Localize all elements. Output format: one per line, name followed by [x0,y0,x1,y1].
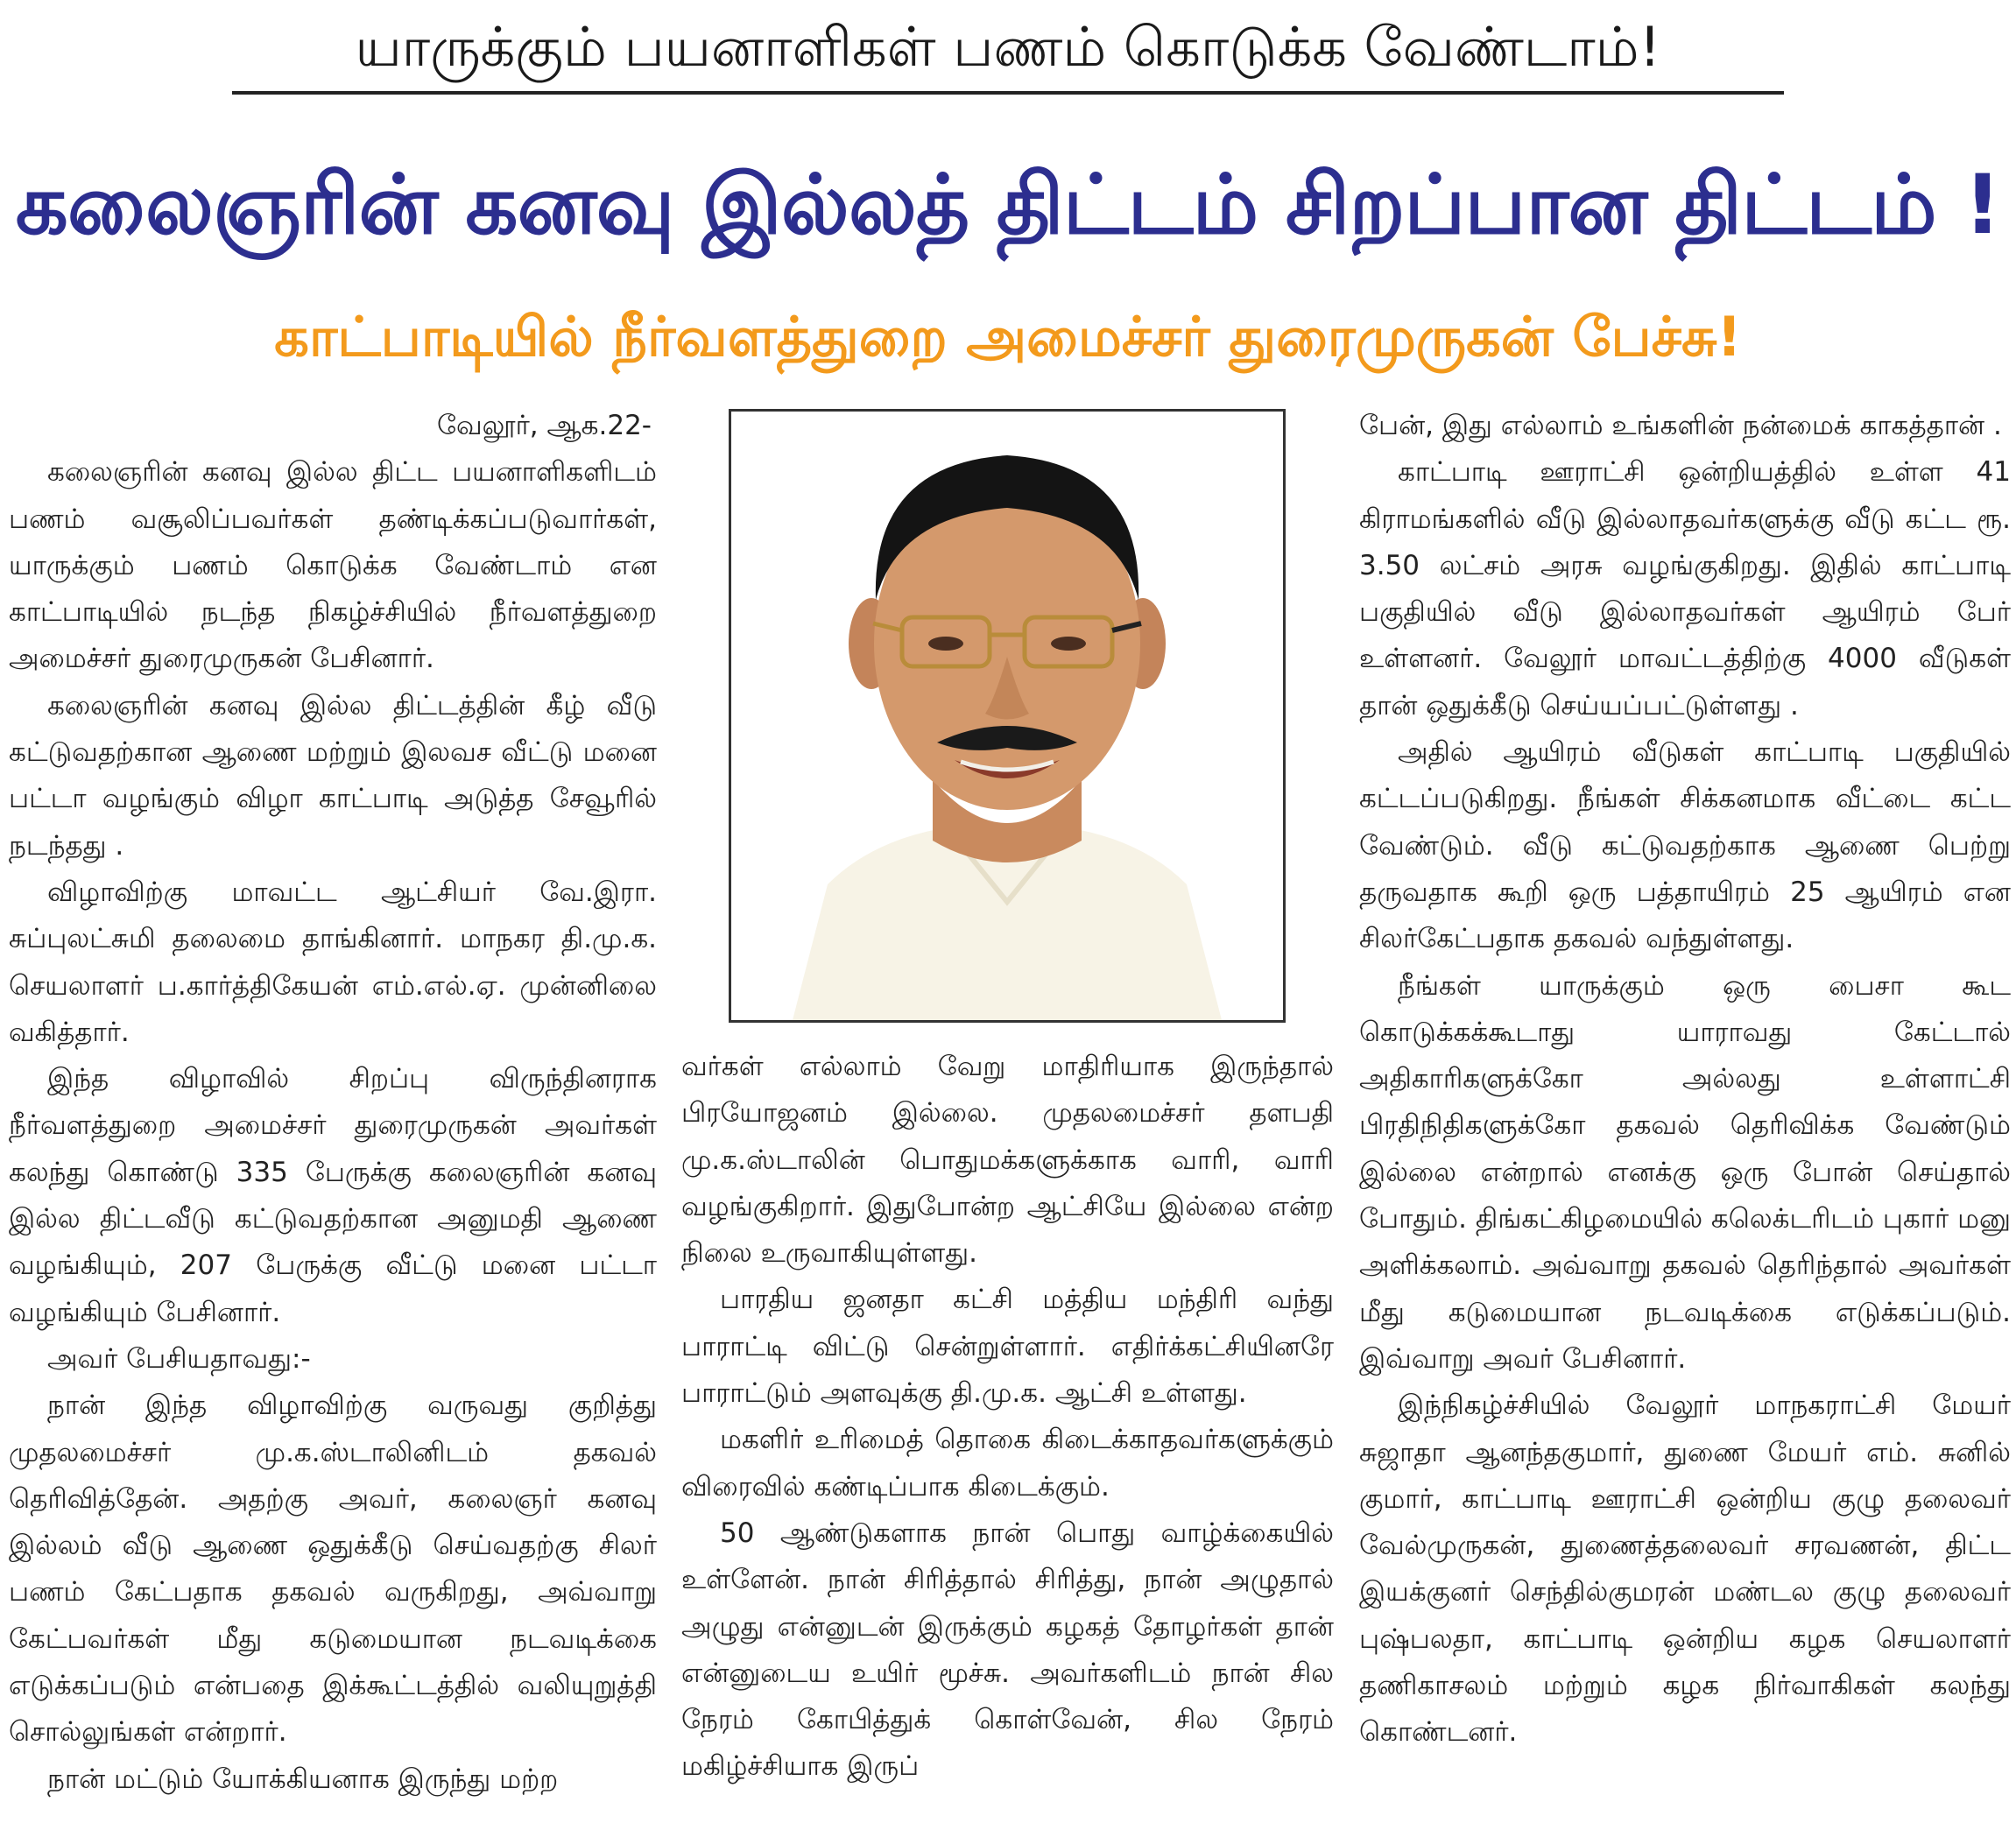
paragraph: கலைஞரின் கனவு இல்ல திட்ட பயனாளிகளிடம் பணம் வசூலிப்பவர்கள் தண்டிக்கப்படுவார்கள், யாருக்கும் பணம் கொடுக்க வேண்டாம் என காட்பாடியில் நடந்த நிகழ்ச்சியில் நீர்வளத்துறை அமைச்சர் துரைமுருகன் பேசினார். [9,456,657,675]
article-column-3 [1359,403,2011,1823]
paragraph: பேன், இது எல்லாம் உங்களின் நன்மைக் காகத்தான் . [1359,410,2002,441]
kicker-headline: யாருக்கும் பயனாளிகள் பணம் கொடுக்க வேண்டாம்! [355,15,1661,79]
paragraph: பாரதிய ஜனதா கட்சி மத்திய மந்திரி வந்து பாராட்டி விட்டு சென்றுள்ளார். எதிர்க்கட்சியினரே பாராட்டும் அளவுக்கு தி.மு.க. ஆட்சி உள்ளது. [681,1284,1334,1410]
column-2-text [681,1044,1334,1791]
paragraph: அதில் ஆயிரம் வீடுகள் காட்பாடி பகுதியில் கட்டப்படுகிறது. நீங்கள் சிக்கனமாக வீட்டை கட்ட வேண்டும். வீடு கட்டுவதற்காக ஆணை பெற்று தருவதாக கூறி ஒரு பத்தாயிரம் 25 ஆயிரம் என சிலர்கேட்பதாக தகவல் வந்துள்ளது. [1359,736,2011,955]
article-column-2 [681,403,1334,1823]
paragraph: வர்கள் எல்லாம் வேறு மாதிரியாக இருந்தால் பிரயோஜனம் இல்லை. முதலமைச்சர் தளபதி மு.க.ஸ்டாலின் பொதுமக்களுக்காக வாரி, வாரி வழங்குகிறார். இதுபோன்ற ஆட்சியே இல்லை என்ற நிலை உருவாகியுள்ளது. [681,1051,1334,1270]
article-column-1 [9,403,657,1823]
kicker-rule [232,91,1784,95]
paragraph: நான் மட்டும் யோக்கியனாக இருந்து மற்ற [47,1763,559,1795]
paragraph: 50 ஆண்டுகளாக நான் பொது வாழ்க்கையில் உள்ளேன். நான் சிரித்தால் சிரித்து, நான் அழுதால் அழுது என்னுடன் இருக்கும் கழகத் தோழர்கள் தான் என்னுடைய உயிர் மூச்சு. அவர்களிடம் நான் சில நேரம் கோபித்துக் கொள்வேன், சில நேரம் மகிழ்ச்சியாக இருப் [681,1517,1334,1783]
paragraph: காட்பாடி ஊராட்சி ஒன்றியத்தில் உள்ள 41 கிராமங்களில் வீடு இல்லாதவர்களுக்கு வீடு கட்ட ரூ. 3.50 லட்சம் அரசு வழங்குகிறது. இதில் காட்பாடி பகுதியில் வீடு இல்லாதவர்கள் ஆயிரம் பேர் உள்ளனர். வேலூர் மாவட்டத்திற்கு 4000 வீடுகள் தான் ஒதுக்கீடு செய்யப்பட்டுள்ளது . [1359,456,2011,721]
sub-headline: காட்பாடியில் நீர்வளத்துறை அமைச்சர் துரைமுருகன் பேச்சு! [274,305,1742,369]
paragraph: கலைஞரின் கனவு இல்ல திட்டத்தின் கீழ் வீடு கட்டுவதற்கான ஆணை மற்றும் இலவச வீட்டு மனை பட்டா வழங்கும் விழா காட்பாடி அடுத்த சேவூரில் நடந்தது . [9,689,657,862]
main-headline: கலைஞரின் கனவு இல்லத் திட்டம் சிறப்பான திட்டம் ! [15,158,2001,253]
paragraph: நான் இந்த விழாவிற்கு வருவது குறித்து முதலமைச்சர் மு.க.ஸ்டாலினிடம் தகவல் தெரிவித்தேன். அதற்கு அவர், கலைஞர் கனவு இல்லம் வீடு ஆணை ஒதுக்கீடு செய்வதற்கு சிலர் பணம் கேட்பதாக தகவல் வருகிறது, அவ்வாறு கேட்பவர்கள் மீது கடுமையான நடவடிக்கை எடுக்கப்படும் என்பதை இக்கூட்டத்தில் வலியுறுத்தி சொல்லுங்கள் என்றார். [9,1390,657,1749]
paragraph: நீங்கள் யாருக்கும் ஒரு பைசா கூட கொடுக்கக்கூடாது யாராவது கேட்டால் அதிகாரிகளுக்கோ அல்லது உள்ளாட்சி பிரதிநிதிகளுக்கோ தகவல் தெரிவிக்க வேண்டும் இல்லை என்றால் எனக்கு ஒரு போன் செய்தால் போதும். திங்கட்கிழமையில் கலெக்டரிடம் புகார் மனு அளிக்கலாம். அவ்வாறு தகவல் தெரிந்தால் அவர்கள் மீது கடுமையான நடவடிக்கை எடுக்கப்படும். இவ்வாறு அவர் பேசினார். [1359,969,2011,1375]
dateline: வேலூர், ஆக.22- [436,410,652,441]
paragraph: மகளிர் உரிமைத் தொகை கிடைக்காதவர்களுக்கும் விரைவில் கண்டிப்பாக கிடைக்கும். [681,1424,1334,1503]
paragraph: இந்நிகழ்ச்சியில் வேலூர் மாநகராட்சி மேயர் சுஜாதா ஆனந்தகுமார், துணை மேயர் எம். சுனில் குமார், காட்பாடி ஊராட்சி ஒன்றிய குழு தலைவர் வேல்முருகன், துணைத்தலைவர் சரவணன், திட்ட இயக்குனர் செந்தில்குமரன் மண்டல குழு தலைவர் புஷ்பலதா, காட்பாடி ஒன்றிய கழக செயலாளர் தணிகாசலம் மற்றும் கழக நிர்வாகிகள் கலந்து கொண்டனர். [1359,1390,2011,1749]
paragraph: இந்த விழாவில் சிறப்பு விருந்தினராக நீர்வளத்துறை அமைச்சர் துரைமுருகன் அவர்கள் கலந்து கொண்டு 335 பேருக்கு கலைஞரின் கனவு இல்ல திட்டவீடு கட்டுவதற்கான அனுமதி ஆணை வழங்கியும், 207 பேருக்கு வீட்டு மனை பட்டா வழங்கியும் பேசினார். [9,1063,657,1328]
paragraph: விழாவிற்கு மாவட்ட ஆட்சியர் வே.இரா. சுப்புலட்சுமி தலைமை தாங்கினார். மாநகர தி.மு.க. செயலாளர் ப.கார்த்திகேயன் எம்.எல்.ஏ. முன்னிலை வகித்தார். [9,876,657,1048]
paragraph: அவர் பேசியதாவது:- [47,1342,311,1375]
